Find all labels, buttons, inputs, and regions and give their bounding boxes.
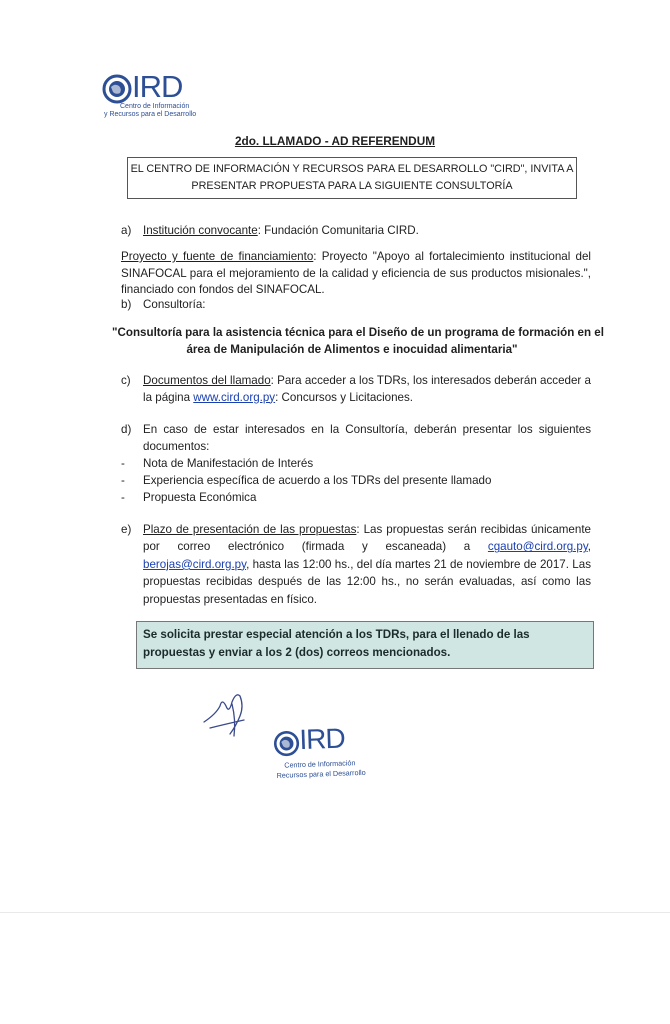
section-a-value: : Fundación Comunitaria CIRD.: [257, 224, 419, 237]
globe-icon: [102, 74, 132, 104]
section-c-marker: c): [121, 374, 131, 387]
notice-box: [136, 621, 594, 669]
section-d-text: En caso de estar interesados en la Consultoría, deberán presentar los siguientes documentos:: [143, 423, 591, 453]
project-label: Proyecto y fuente de financiamiento: [121, 250, 314, 263]
section-b: [121, 297, 591, 314]
section-e-sep: ,: [587, 540, 591, 554]
section-e-label: Plazo de presentación de las propuestas: [143, 523, 357, 536]
consultancy-title-line1: "Consultoría para la asistencia técnica para el Diseño de un programa de formación en el: [112, 326, 604, 339]
logo-name: IRD: [132, 69, 183, 104]
header-logo: [98, 69, 248, 120]
email-link-berojas[interactable]: berojas@cird.org.py: [143, 557, 247, 571]
section-e-text1: : Las propuestas serán recibidas únicamente por correo electrónico (firmada y escaneada) a: [143, 523, 591, 554]
section-c-text2: : Concursos y Licitaciones.: [275, 390, 414, 404]
invitation-line2: PRESENTAR PROPUESTA PARA LA SIGUIENTE CONSULTORÍA: [191, 180, 513, 192]
email-link-cgauto[interactable]: cgauto@cird.org.py: [487, 540, 588, 554]
project-text: : Proyecto "Apoyo al fortalecimiento institucional del SINAFOCAL para el mejoramiento de la calidad y eficiencia de sus productos misionales.", financiado con fondos del SINAFOCAL.: [121, 250, 591, 296]
logo-subtitle-line1: Centro de Información: [120, 103, 190, 110]
list-item: - Experiencia específica de acuerdo a los TDRs del presente llamado: [121, 474, 492, 487]
list-item: - Nota de Manifestación de Interés: [121, 457, 314, 470]
invitation-box: [127, 157, 577, 199]
section-a: [121, 223, 591, 240]
section-a-marker: a): [121, 224, 132, 237]
section-a-label: Institución convocante: [143, 224, 258, 237]
section-c: [121, 373, 591, 406]
section-e: [121, 521, 591, 608]
section-c-text1: : Para acceder a los TDRs, los interesados deberán acceder a la página: [143, 374, 591, 404]
invitation-line1: EL CENTRO DE INFORMACIÓN Y RECURSOS PARA EL DESARROLLO "CIRD", INVITA A: [130, 163, 574, 175]
logo-subtitle-line2: y Recursos para el Desarrollo: [104, 111, 197, 118]
handwritten-signature: [196, 684, 268, 744]
section-e-body: [143, 521, 591, 608]
stamp-subtitle-line2: Recursos para el Desarrollo: [276, 767, 366, 780]
consultancy-title-line2: área de Manipulación de Alimentos e inocuidad alimentaria": [186, 343, 518, 356]
documents-list: [121, 455, 591, 506]
section-c-label: Documentos del llamado: [143, 374, 271, 387]
cird-website-link[interactable]: www.cird.org.py: [193, 390, 276, 404]
consultancy-title: [112, 324, 604, 358]
section-e-text2: , hasta las 12:00 hs., del día martes 21 de noviembre de 2017. Las propuestas recibidas después de las 12:00 hs., no serán evaluadas, así como las propuestas presentadas en físico.: [143, 557, 591, 606]
stamp-logo-name: IRD: [298, 722, 346, 756]
section-b-marker: b): [121, 298, 132, 311]
page-title: 2do. LLAMADO - AD REFERENDUM: [234, 134, 436, 148]
stamp-logo: [271, 723, 393, 789]
section-e-marker: e): [121, 523, 132, 536]
section-d-marker: d): [121, 423, 132, 436]
section-b-label: Consultoría:: [143, 298, 206, 311]
project-paragraph: [121, 249, 591, 299]
scan-edge-line: [0, 912, 670, 913]
list-item: - Propuesta Económica: [121, 491, 257, 504]
globe-icon: [273, 730, 300, 757]
section-c-body: [143, 373, 591, 406]
stamp-subtitle-line1: Centro de Información: [284, 758, 356, 770]
notice-text: Se solicita prestar especial atención a los TDRs, para el llenado de las propuestas y enviar a los 2 (dos) correos mencionados.: [143, 628, 530, 659]
section-d: [121, 422, 591, 455]
